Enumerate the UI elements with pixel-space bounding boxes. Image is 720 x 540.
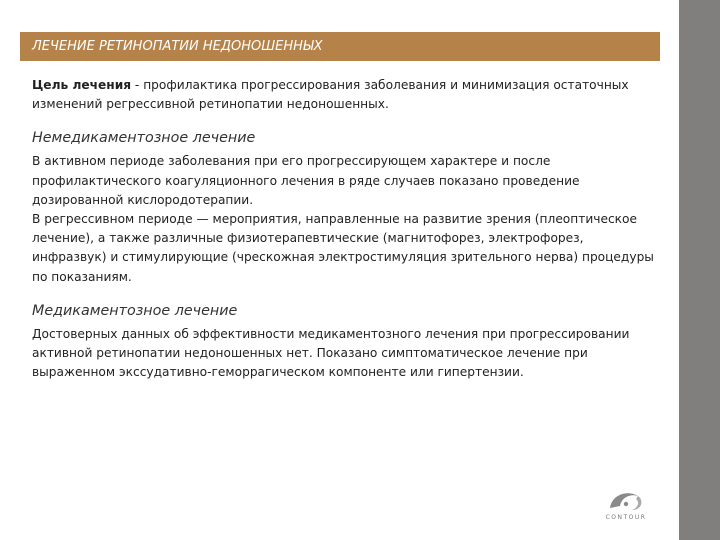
drug-paragraph-1: Достоверных данных об эффективности медикаментозного лечения при прогрессировании активной ретинопатии недоношенных нет. Показано симптоматическое лечение при выраженном экссудативно-геморрагическом компоненте или гипертензии. <box>32 326 630 380</box>
section-heading-drug: Медикаментозное лечение <box>32 302 238 319</box>
goal-label: Цель лечения <box>32 78 132 92</box>
goal-text: - профилактика прогрессирования заболевания и минимизация остаточных изменений регрессивной ретинопатии недоношенных. <box>32 78 629 112</box>
contour-logo <box>598 486 654 524</box>
goal-paragraph <box>32 76 657 114</box>
slide-content <box>32 76 657 382</box>
non-drug-paragraph-2: В регрессивном периоде — мероприятия, направленные на развитие зрения (плеоптическое лечение), а также различные физиотерапевтические (магнитофорез, электрофорез, инфразвук) и стимулирующие (чрескожная электростимуляция зрительного нерва) процедуры по показаниям. <box>32 212 654 284</box>
slide-title: ЛЕЧЕНИЕ РЕТИНОПАТИИ НЕДОНОШЕННЫХ <box>32 39 323 54</box>
logo-text: CONTOUR <box>605 514 647 521</box>
section-heading-non-drug: Немедикаментозное лечение <box>32 130 256 147</box>
non-drug-paragraph-1: В активном периоде заболевания при его прогрессирующем характере и после профилактического коагуляционного лечения в ряде случаев показано проведение дозированной кислородотерапии. <box>32 154 580 207</box>
contour-swirl-icon <box>598 486 654 516</box>
right-decorative-strip <box>679 0 720 540</box>
slide-title-bar <box>20 32 660 61</box>
